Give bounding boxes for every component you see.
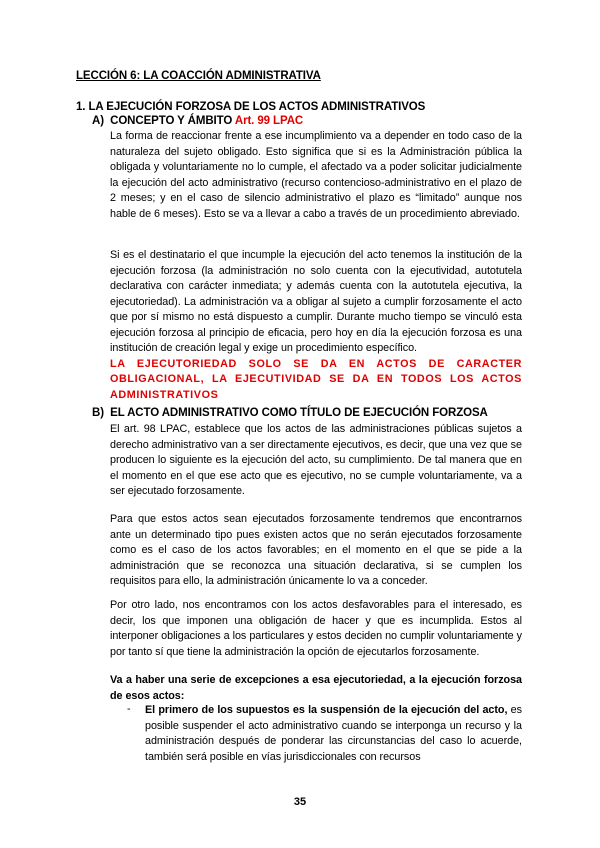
paragraph-b2 (110, 512, 522, 590)
subsection-a-heading (92, 115, 303, 127)
exception-item-text (145, 703, 522, 765)
bullet-dash: - (127, 703, 131, 715)
exceptions-intro-text: Va a haber una serie de excepciones a esa ejecutoriedad, a la ejecución forzosa de esos actos: (110, 674, 522, 702)
paragraph-a2 (110, 248, 522, 403)
highlight-note: LA EJECUTORIEDAD SOLO SE DA EN ACTOS DE CARACTER OBLIGACIONAL, LA EJECUTIVIDAD SE DA EN TODOS LOS ACTOS ADMINISTRATIVOS (110, 357, 522, 401)
paragraph-b2-text: Para que estos actos sean ejecutados forzosamente tendremos que encontrarnos ante un determinado tipo pues existen actos que no serán ejecutados forzosamente como es el caso de los actos favorables; en el momento en el que se pide a la administración que se reconozca una situación declarativa, si se cumplen los requisitos para ello, la administración únicamente lo va a conceder. (110, 513, 522, 587)
exception-item (145, 703, 522, 765)
section-heading: 1. LA EJECUCIÓN FORZOSA DE LOS ACTOS ADMINISTRATIVOS (76, 101, 426, 113)
paragraph-a1-text: La forma de reaccionar frente a ese incumplimiento va a depender en todo caso de la naturaleza del sujeto obligado. Esto significa que si es la Administración pública la obligada y voluntariamente no lo cumple, el afectado va a poder solicitar judicialmente la ejecución del acto administrativo (recurso contencioso-administrativo en el plazo de 2 meses; y en el caso de silencio administrativo el plazo es “limitado” aunque nos hable de 6 meses). Esto se va a llevar a cabo a través de un procedimiento abreviado. (110, 130, 522, 220)
paragraph-b1-text: El art. 98 LPAC, establece que los actos de las administraciones públicas sujetos a derecho administrativo van a ser directamente ejecutivos, es decir, que una vez que se producen lo siguiente es la ejecución del acto, su cumplimiento. De tal manera que en el momento en el que ese acto que es ejecutivo, no se cumple voluntariamente, va a ser ejecutado forzosamente. (110, 423, 522, 497)
lesson-title: LECCIÓN 6: LA COACCIÓN ADMINISTRATIVA (76, 70, 321, 82)
paragraph-a2-text: Si es el destinatario el que incumple la ejecución del acto tenemos la institución de la ejecución forzosa (la administración no solo cuenta con la ejecutividad, autotutela declarativa con carácter inmediata; y además cuenta con la autotutela ejecutiva, la ejecutoriedad). La administración va a obligar al sujeto a cumplir forzosamente el acto que por sí mismo no está dispuesto a cumplir. Durante mucho tiempo se vinculó esta ejecución forzosa al principio de eficacia, pero hoy en día la ejecución forzosa es una institución de creación legal y exige un procedimiento específico. (110, 249, 522, 354)
page-number: 35 (293, 796, 307, 808)
paragraph-b3 (110, 598, 522, 660)
subsection-b-heading: B) EL ACTO ADMINISTRATIVO COMO TÍTULO DE EJECUCIÓN FORZOSA (92, 407, 488, 419)
subsection-a-label: A) CONCEPTO Y ÁMBITO (92, 115, 235, 127)
exceptions-intro (110, 673, 522, 704)
exception-item-body: es posible suspender el acto administrativo cuando se interponga un recurso y la administración después de ponderar las circunstancias del caso lo acuerde, también será posible en vías jurisdiccionales con recursos (145, 704, 522, 763)
exception-item-lead: El primero de los supuestos es la suspensión de la ejecución del acto, (145, 704, 508, 716)
article-reference: Art. 99 LPAC (234, 115, 304, 127)
paragraph-a1 (110, 129, 522, 222)
paragraph-b1 (110, 422, 522, 500)
paragraph-b3-text: Por otro lado, nos encontramos con los actos desfavorables para el interesado, es decir, los que imponen una obligación de hacer y que es incumplida. Estos al interponer obligaciones a los particulares y estos deciden no cumplir voluntariamente y por tanto sí que tiene la administración la opción de ejecutarlos forzosamente. (110, 599, 522, 658)
